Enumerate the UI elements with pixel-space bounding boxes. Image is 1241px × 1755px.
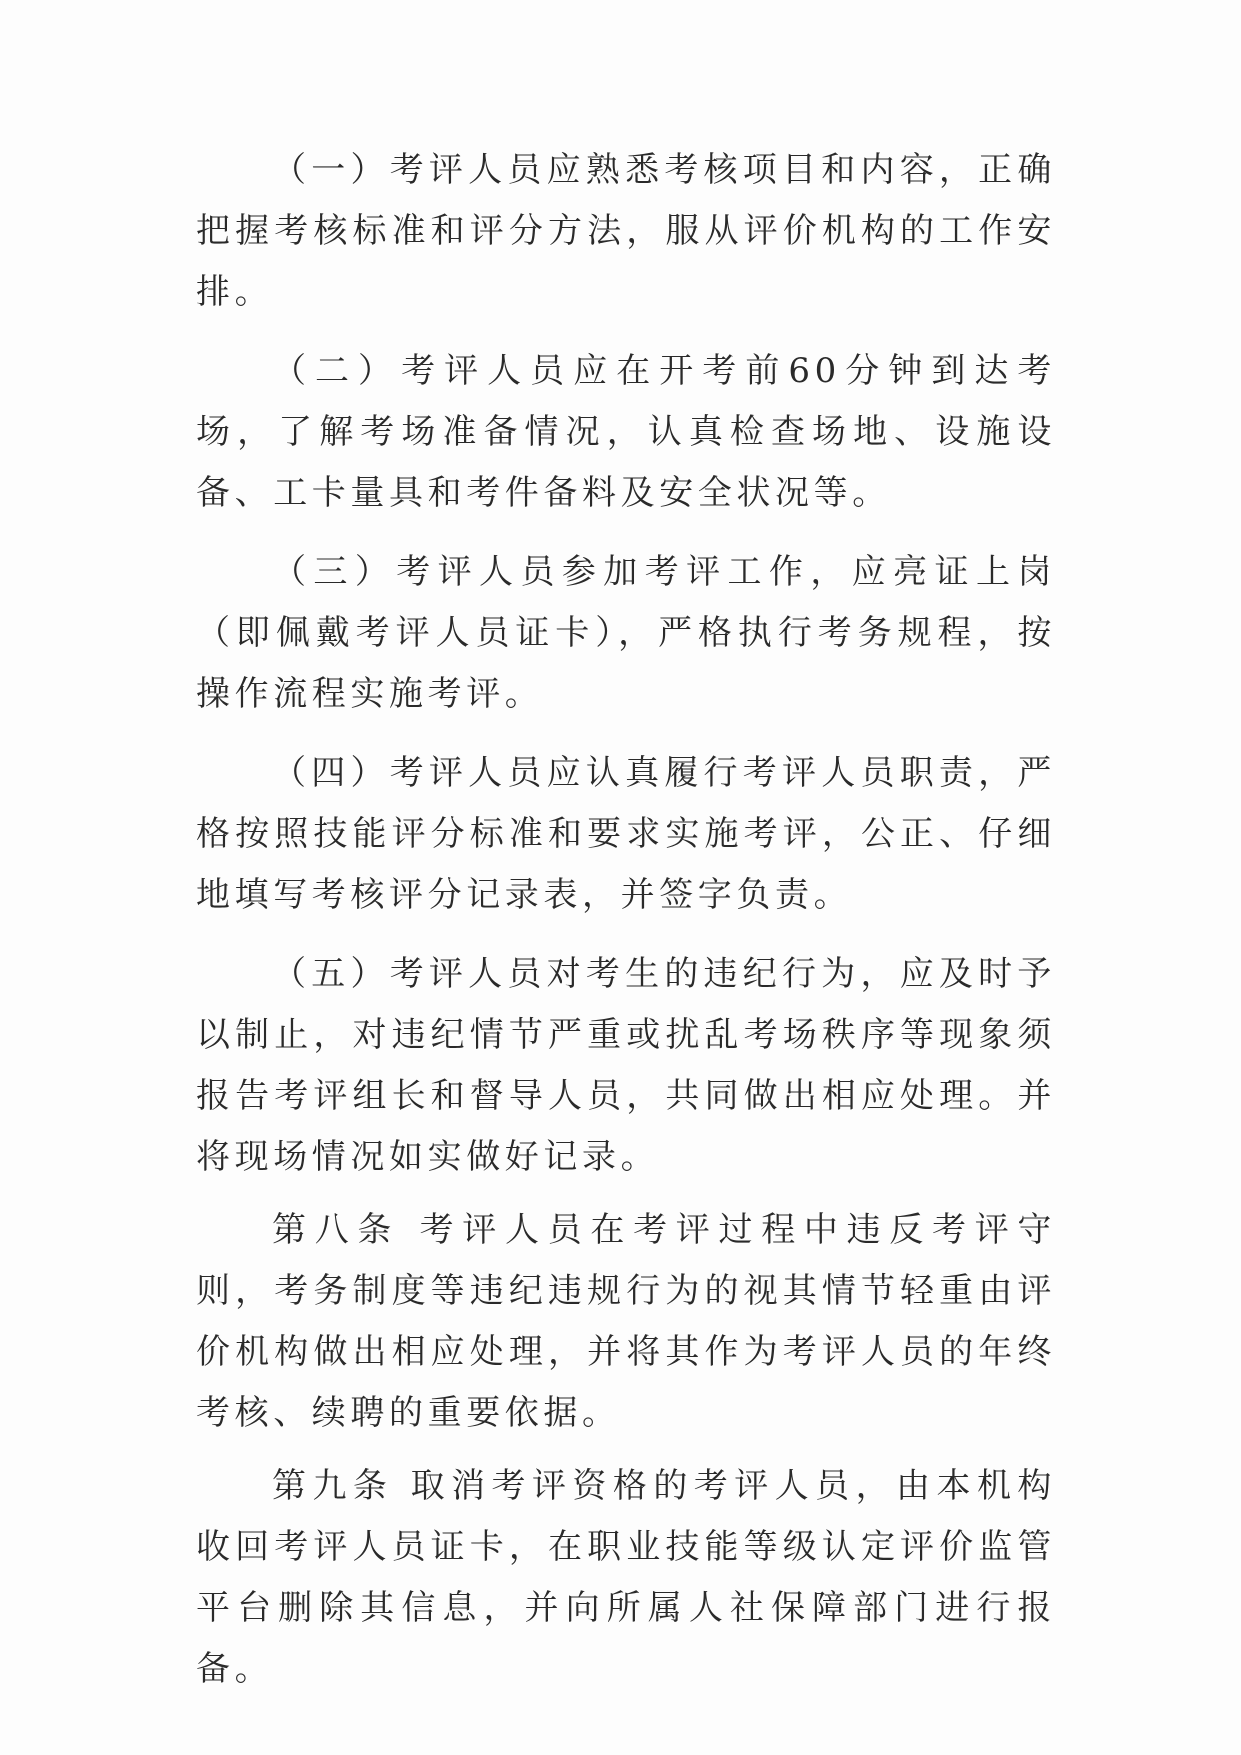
document-body [196, 140, 1056, 1712]
article-8-paragraph: 第八条 考评人员在考评过程中违反考评守则，考务制度等违纪违规行为的视其情节轻重由评价机构做出相应处理，并将其作为考评人员的年终考核、续聘的重要依据。 [196, 1210, 1056, 1433]
paragraph-item-5: （五）考评人员对考生的违纪行为，应及时予以制止，对违纪情节严重或扰乱考场秩序等现象须报告考评组长和督导人员，共同做出相应处理。并将现场情况如实做好记录。 [196, 954, 1056, 1177]
paragraph-item-1: （一）考评人员应熟悉考核项目和内容，正确把握考核标准和评分方法，服从评价机构的工作安排。 [196, 150, 1056, 312]
article-9-paragraph: 第九条 取消考评资格的考评人员，由本机构收回考评人员证卡，在职业技能等级认定评价监管平台删除其信息，并向所属人社保障部门进行报备。 [196, 1466, 1056, 1689]
paragraph-item-2: （二）考评人员应在开考前60分钟到达考场，了解考场准备情况，认真检查场地、设施设备、工卡量具和考件备料及安全状况等。 [196, 351, 1056, 513]
paragraph-item-4: （四）考评人员应认真履行考评人员职责，严格按照技能评分标准和要求实施考评，公正、仔细地填写考核评分记录表，并签字负责。 [196, 753, 1056, 915]
paragraph-item-3: （三）考评人员参加考评工作，应亮证上岗（即佩戴考评人员证卡），严格执行考务规程，按操作流程实施考评。 [196, 552, 1056, 714]
